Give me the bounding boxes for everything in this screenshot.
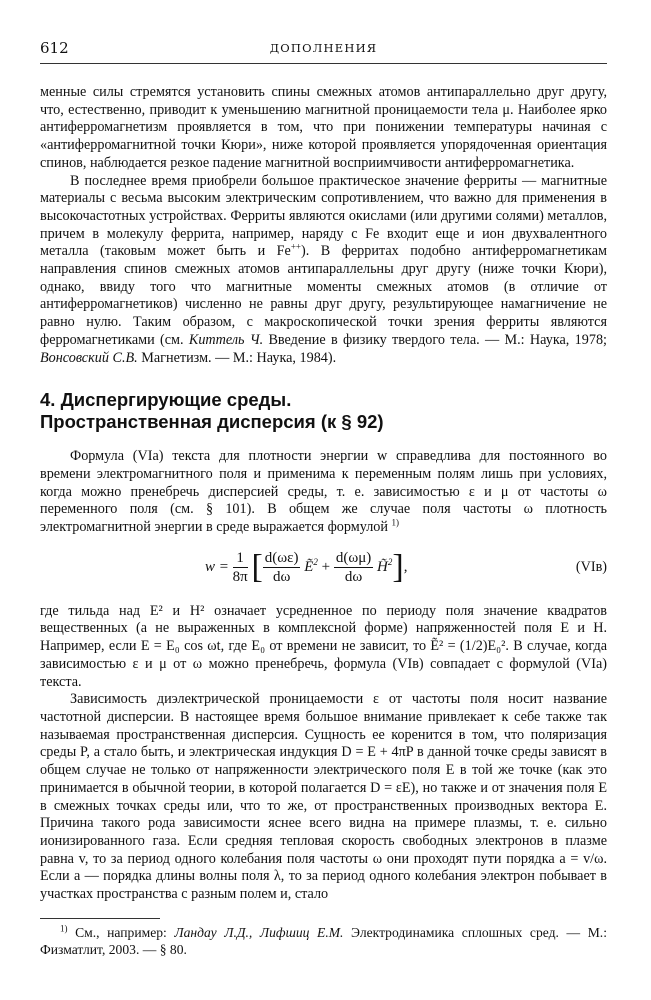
footnote-text-a: См., например: (67, 925, 175, 940)
term-h-squared (377, 556, 393, 575)
coef-denominator: 8π (232, 568, 248, 585)
body-text (40, 84, 607, 904)
derivative-epsilon-denominator: dω (272, 568, 291, 585)
energy-density-formula (205, 549, 407, 586)
running-head: ДОПОЛНЕНИЯ (269, 41, 378, 55)
section-heading (40, 389, 607, 433)
derivative-mu (334, 549, 373, 586)
derivative-epsilon-numerator: d(ωε) (264, 549, 299, 566)
term-e-squared (304, 556, 318, 575)
citation-author-kittel: Киттель Ч. (188, 331, 264, 348)
paragraph-energy-formula-intro (40, 448, 607, 537)
term-h-power: 2 (387, 556, 393, 567)
derivative-epsilon (263, 549, 301, 586)
ferrites-text-b: ). В ферритах подобно антиферромагнетикам направления спинов смежных атомов антипараллельны друг другу (ниже точки Кюри), однако, ввиду того что магнитные моменты смежных атомов (в отличие от антиферромагнетиков) численно не равны друг другу, результирующее намагничение не равно нулю. Таким образом, с макроскопической точки зрения ферриты являются ферромагнетиками (см. (40, 243, 608, 348)
coef-numerator: 1 (233, 549, 248, 568)
page-header (40, 37, 607, 64)
term-h: H̃ (377, 558, 388, 575)
footnote-mark: 1) (60, 923, 68, 934)
paragraph-ferrites (40, 173, 607, 368)
citation-author-vonsovsky: Вонсовский С.В. (40, 349, 138, 366)
right-bracket: ] (392, 548, 404, 586)
footnote-text-b: Электродинамика сплошных сред. — М.: Физматлит, 2003. — § 80. (40, 925, 607, 957)
page-number: 612 (40, 39, 69, 57)
citation-rest-kittel: Введение в физику твердого тела. — М.: Наука, 1978; (263, 331, 607, 348)
ion-charge-superscript: ++ (290, 241, 301, 252)
term-e-power: 2 (313, 556, 318, 567)
footnote-divider (40, 918, 160, 919)
paragraph-tilde-explanation: где тильда над E² и H² означает усредненное по периоду поля значение квадратов вещественных (а не выраженных в комплексной форме) напряженностей поля E и H. Например, если E = E₀ cos ωt, где E₀ от времени не зависит, то Ẽ² = (1/2)E₀². В случае, когда зависимостью ε и μ от ω можно пренебречь, формула (VIв) совпадает с формулой (VIa) текста. (40, 602, 607, 690)
formula-lhs: w = (205, 558, 233, 575)
formula-VIv (40, 541, 607, 599)
formula-coefficient (233, 549, 248, 586)
term-e: Ẽ (304, 558, 314, 575)
section-title-line1: 4. Диспергирующие среды. (40, 389, 292, 411)
derivative-mu-numerator: d(ωμ) (335, 549, 372, 566)
plus-sign: + (321, 558, 331, 575)
formula-comma: , (403, 558, 408, 575)
footnote (40, 924, 607, 958)
ferrites-text-a: В последнее время приобрели большое практическое значение ферриты — магнитные материалы с весьма высоким электрическим сопротивлением, что важно для применения в высокочастотных устройствах. Ферриты являются окислами (или другими солями) металлов, причем в молекулу феррита, например, наряду с Fe входит еще и ион двухвалентного металла (таковым может быть и Fe (40, 172, 607, 260)
footnote-reference: 1) (391, 517, 400, 528)
section-title-line2: Пространственная дисперсия (к § 92) (40, 411, 384, 433)
left-bracket: [ (251, 548, 263, 586)
paragraph-spatial-dispersion: Зависимость диэлектрической проницаемости ε от частоты поля носит название частотной дисперсии. В настоящее время большое внимание привлекает к себе также так называемая пространственная дисперсия. Сущность ее коренится в том, что поляризация среды P, а стало быть, и электрическая индукция D = E + 4πP в данной точке среды зависят в общем случае не только от напряженности электрического поля E в той же точке (как это принимается в обычной теории, в которой полагается D = εE), но также и от значения поля E в смежных точках среды или, что то же, от пространственных производных вектора E. Причина такого рода зависимости яснее всего видна на примере плазмы, т. е. сильно ионизированного газа. Если средняя тепловая скорость свободных электронов в плазме равна v, то за период одного колебания поля частоты ω они проходят пути порядка a = v/ω. Если a — порядка длины волны поля λ, то за период одного колебания электрон побывает в участках пространства с разным полем и, стало (40, 691, 607, 903)
footnote-authors: Ландау Л.Д., Лифшиц Е.М. (174, 925, 344, 940)
derivative-mu-denominator: dω (344, 568, 363, 585)
paragraph-antiferromagnetism: менные силы стремятся установить спины смежных атомов антипараллельно друг другу, что, естественно, приводит к уменьшению магнитной проницаемости тела μ. Наиболее ярко антиферромагнетизм проявляется в том, что при понижении температуры начиная с «антиферромагнитной точки Кюри», ниже которой проявляется упорядоченная ориентация спинов, наблюдается резкое падение магнитной восприимчивости антиферромагнетика. (40, 84, 607, 171)
formula-label: (VIв) (575, 558, 607, 575)
citation-rest-vonsovsky: Магнетизм. — М.: Наука, 1984). (137, 349, 337, 366)
energy-intro-text: Формула (VIa) текста для плотности энергии w справедлива для постоянного во времени электромагнитного поля и применима к переменным полям лишь при условиях, когда можно пренебречь дисперсией среды, т. е. зависимостью ε и μ от частоты ω переменного поля (см. § 101). В общем же случае поля частоты ω плотность электромагнитной энергии в среде выражается формулой (40, 448, 607, 536)
